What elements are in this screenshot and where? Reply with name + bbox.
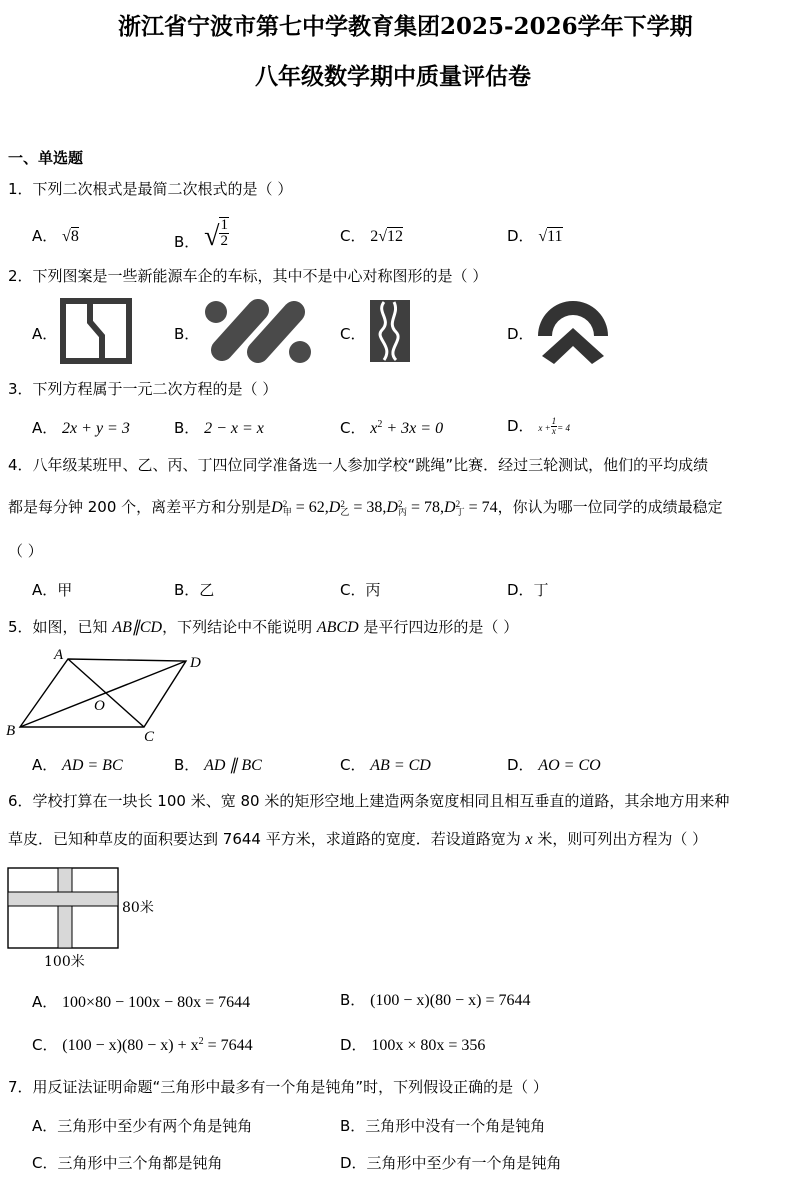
q1-b-num: 1 [220, 216, 228, 233]
q6-option-c[interactable] [32, 1034, 253, 1055]
q6-c-expr-b: = 7644 [203, 1037, 253, 1054]
q3-d-num: 1 [551, 416, 557, 426]
q2-c-label[interactable]: C． [340, 325, 366, 343]
center-o-label: O [94, 698, 105, 714]
q5-c-expr: AB = CD [370, 757, 431, 774]
q5-a-expr: AD = BC [62, 757, 123, 774]
q1-a-label: A． [32, 227, 58, 245]
exam-title-line2: 八年级数学期中质量评估卷 [255, 63, 531, 90]
q4-v-ding: = 74 [464, 499, 498, 516]
q6-b-expr: (100 − x)(80 − x) = 7644 [370, 992, 531, 1009]
q3-c-sup: 2 [377, 419, 383, 430]
q5-parallelogram-figure [0, 645, 215, 745]
sqrt-icon: √ [538, 228, 548, 245]
q7-option-c[interactable]: C．三角形中三个角都是钝角 [32, 1154, 223, 1172]
q6-stem2-x: x [525, 831, 533, 848]
q1-c-label: C． [340, 227, 366, 245]
q1-b-den: 2 [220, 232, 228, 249]
q4-option-d[interactable]: D．丁 [507, 581, 549, 599]
q1-option-b[interactable] [174, 213, 229, 252]
vertex-c-label: C [144, 729, 155, 745]
q2-logo-a-icon[interactable] [60, 298, 132, 364]
q5-option-b[interactable] [174, 754, 262, 775]
sqrt-icon: √ [62, 228, 71, 245]
q6-stem2-a: 草皮．已知种草皮的面积要达到 7644 平方米，求道路的宽度．若设道路宽为 [8, 830, 526, 848]
q4-d-jia: D 2 甲 [271, 499, 292, 518]
q3-option-c[interactable] [340, 417, 443, 438]
width-label: 80米 [122, 900, 154, 916]
q5-c-label: C． [340, 756, 366, 774]
q1-c-coef: 2 [370, 228, 379, 245]
q3-d-post: = 4 [557, 423, 570, 433]
q5-option-a[interactable] [32, 754, 123, 775]
sqrt-icon: √ [204, 221, 220, 252]
q4-v-jia: = 62, [291, 499, 329, 516]
q1-b-label: B． [174, 233, 200, 251]
q4-option-a[interactable]: A．甲 [32, 581, 73, 599]
q4-stem-line2 [8, 496, 723, 517]
q2-a-label[interactable]: A． [32, 325, 58, 343]
q3-b-label: B． [174, 419, 200, 437]
q5-stem-math2: ABCD [316, 619, 359, 636]
length-label: 100米 [44, 954, 85, 970]
q6-option-a[interactable] [32, 991, 250, 1012]
q6-c-sup: 2 [198, 1036, 204, 1047]
q6-stem-line2 [8, 828, 707, 849]
q3-a-label: A． [32, 419, 58, 437]
q3-b-expr: 2 − x = x [204, 420, 264, 437]
q5-d-expr: AO = CO [538, 757, 601, 774]
q6-stem2-b: 米，则可列出方程为（ ） [532, 830, 708, 848]
q7-option-b[interactable]: B．三角形中没有一个角是钝角 [340, 1117, 546, 1135]
q3-a-expr: 2x + y = 3 [62, 420, 130, 437]
q2-logo-d-icon[interactable] [534, 300, 612, 366]
q6-a-label: A． [32, 993, 58, 1011]
q5-option-c[interactable] [340, 754, 431, 775]
q6-c-label: C． [32, 1036, 58, 1054]
q5-b-label: B． [174, 756, 200, 774]
q3-d-den: x [551, 426, 556, 436]
vertex-a-label: A [54, 647, 64, 663]
q4-stem-line1: 4．八年级某班甲、乙、丙、丁四位同学准备选一人参加学校“跳绳”比赛．经过三轮测试，他们的平均成绩 [8, 456, 709, 474]
q5-b-expr: AD ∥ BC [204, 757, 262, 774]
exam-title-line1: 浙江省宁波市第七中学教育集团2025-2026学年下学期 [118, 13, 693, 40]
q4-d-yi: D 2 乙 [328, 499, 350, 518]
q5-d-label: D． [507, 756, 534, 774]
q1-c-radicand: 12 [387, 228, 404, 245]
q1-stem: 1．下列二次根式是最简二次根式的是（ ） [8, 180, 293, 198]
q6-b-label: B． [340, 991, 366, 1009]
q2-logo-c-icon[interactable] [370, 300, 410, 362]
sqrt-icon: √ [378, 228, 388, 245]
q1-a-radicand: 8 [70, 228, 79, 245]
q6-d-expr: 100x × 80x = 356 [371, 1037, 486, 1054]
q3-stem: 3．下列方程属于一元二次方程的是（ ） [8, 380, 278, 398]
q3-c-label: C． [340, 419, 366, 437]
q5-option-d[interactable] [507, 754, 601, 775]
q1-option-c[interactable] [340, 225, 403, 246]
q5-stem-a: 5．如图，已知 [8, 618, 113, 636]
q6-stem-line1: 6．学校打算在一块长 100 米、宽 80 米的矩形空地上建造两条宽度相同且相互垂直的道路，其余地方用来种 [8, 792, 730, 810]
q7-option-a[interactable]: A．三角形中至少有两个角是钝角 [32, 1117, 253, 1135]
road-vertical [58, 868, 72, 948]
diagonal-bd [20, 661, 186, 727]
q1-b-fraction [219, 217, 229, 249]
q7-stem: 7．用反证法证明命题“三角形中最多有一个角是钝角”时，下列假设正确的是（ ） [8, 1078, 548, 1096]
q3-d-pre: x + [538, 423, 551, 433]
q4-v-bing: = 78, [406, 499, 444, 516]
vertex-b-label: B [6, 723, 16, 739]
q4-d-ding: D 2 丁 [444, 499, 465, 518]
q2-d-label[interactable]: D． [507, 325, 534, 343]
q6-option-d[interactable] [340, 1034, 485, 1055]
q5-a-label: A． [32, 756, 58, 774]
q6-c-expr-a: (100 − x)(80 − x) + x [62, 1037, 199, 1054]
q5-stem [8, 616, 518, 637]
q5-stem-c: 是平行四边形的是（ ） [358, 618, 519, 636]
q2-logo-b-icon[interactable] [202, 296, 314, 366]
q4-stem2-a: 都是每分钟 200 个，离差平方和分别是 [8, 498, 272, 516]
section-heading: 一、单选题 [8, 149, 84, 167]
q4-d-bing: D 2 丙 [386, 499, 407, 518]
q3-c-rest: + 3x = 0 [382, 420, 444, 437]
q4-v-yi: = 38, [349, 499, 387, 516]
q1-d-label: D． [507, 227, 534, 245]
q3-option-b[interactable] [174, 417, 264, 438]
q2-stem: 2．下列图案是一些新能源车企的车标，其中不是中心对称图形的是（ ） [8, 267, 488, 285]
q3-c-x: x [370, 420, 378, 437]
q3-option-d[interactable] [507, 415, 570, 436]
q2-b-label[interactable]: B． [174, 325, 200, 343]
q3-option-a[interactable] [32, 417, 130, 438]
q7-option-d[interactable]: D．三角形中至少有一个角是钝角 [340, 1154, 562, 1172]
q6-option-b[interactable] [340, 989, 530, 1010]
q6-d-label: D． [340, 1036, 367, 1054]
q4-stem2-b: ，你认为哪一位同学的成绩最稳定 [497, 498, 723, 516]
q4-stem-line3: （ ） [8, 542, 43, 560]
q6-a-expr: 100×80 − 100x − 80x = 7644 [62, 994, 251, 1011]
q6-road-figure [6, 866, 166, 974]
q5-stem-math1: AB∥CD [112, 619, 163, 636]
q3-d-label: D． [507, 417, 534, 435]
q1-option-d[interactable] [507, 225, 563, 246]
q1-option-a[interactable] [32, 225, 79, 246]
q5-stem-b: ，下列结论中不能说明 [162, 618, 317, 636]
vertex-d-label: D [190, 655, 201, 671]
q1-d-radicand: 11 [547, 228, 563, 245]
q4-option-c[interactable]: C．丙 [340, 581, 381, 599]
q4-option-b[interactable]: B．乙 [174, 581, 215, 599]
